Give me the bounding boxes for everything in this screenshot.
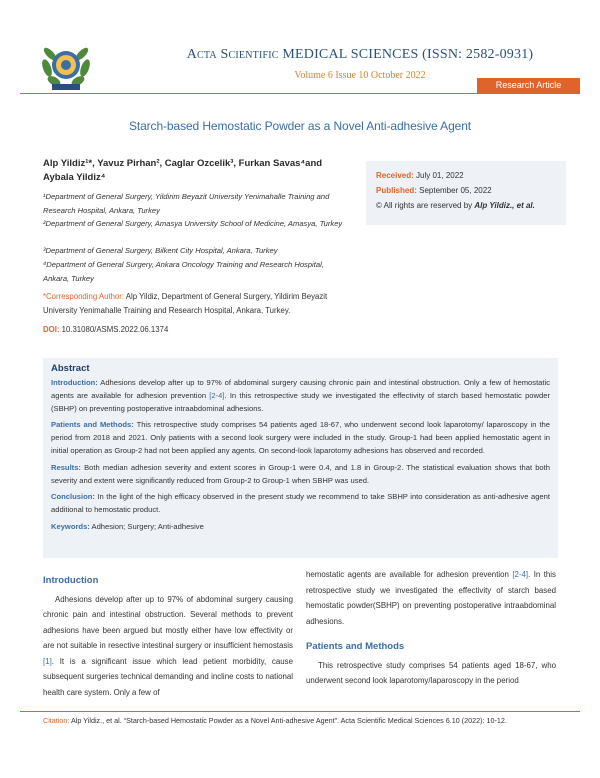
- keywords-text: Adhesion; Surgery; Anti-adhesive: [89, 521, 204, 531]
- journal-title-rest: MEDICAL SCIENCES (ISSN: 2582-0931): [278, 47, 534, 62]
- abstract-methods: [51, 419, 550, 457]
- corresponding-label: *Corresponding Author:: [43, 292, 125, 301]
- abstract-heading: Abstract: [51, 363, 90, 374]
- doi-label: DOI:: [43, 325, 60, 334]
- body-column-left: [43, 573, 293, 700]
- issue-info: Volume 6 Issue 10 October 2022: [294, 70, 426, 81]
- abstract-results: [51, 462, 550, 488]
- dates-box: [366, 161, 566, 225]
- header-divider: [20, 93, 580, 94]
- author-list: Alp Yildiz¹*, Yavuz Pirhan², Caglar Ozcelik³, Furkan Savas⁴and Aybala Yildiz⁴: [43, 158, 323, 183]
- footer-divider: [20, 711, 580, 712]
- intro-para-a: Adhesions develop after up to 97% of abdominal surgery causing chronic pain and intestinal obstruction. Several methods to prevent adhesions have been argued but mostly either have low effectivity or are not suitable in resective intestinal surgery or insufficient hemostasis: [43, 594, 293, 650]
- abstract-intro-text-a: Adhesions develop after up to 97% of abdominal surgery causing chronic pain and intestinal obstruction. Only a few of hemostatic agents are available for adhesion prevention: [51, 378, 550, 400]
- abstract-conclusion-text: In the light of the high efficacy observed in the present study we recommend to take SBHP into consideration as anti-adhesive agent additional to hemostatic product.: [51, 492, 550, 515]
- journal-title: [140, 47, 580, 63]
- published-date: [376, 183, 556, 198]
- abstract-keywords: [51, 521, 550, 534]
- abstract-results-label: Results:: [51, 462, 81, 472]
- received-label: Received:: [376, 171, 414, 180]
- abstract-conclusion-label: Conclusion:: [51, 492, 95, 502]
- corresponding-text: Alp Yildiz, Department of General Surgery, Yildirim Beyazit University Yenimahalle Training and Research Hospital, Ankara, Turkey.: [43, 292, 328, 315]
- rights-prefix: © All rights are reserved by: [376, 201, 475, 210]
- methods-paragraph: This retrospective study comprises 54 patients aged 18-67, who underwent second look laparotomy/laparoscopy in the period: [306, 660, 556, 685]
- affiliation-1: ¹Department of General Surgery, Yildirim Beyazit University Yenimahalle Training and Research Hospital, Ankara, Turkey: [43, 192, 330, 215]
- affiliation-3: ³Department of General Surgery, Bilkent City Hospital, Ankara, Turkey: [43, 246, 278, 255]
- abstract-introduction: [51, 377, 550, 415]
- abstract-methods-text: This retrospective study comprises 54 patients aged 18-67, who underwent second look laparotomy/ laparoscopy in the period from 2018 and 2021. Only patients with a second look surgery were included in the study. Group-1 had been applied hemostatic agent in initial operation as Group-2 had not been applied any agents. On second-look laparotomy adhesions has observed and recorded.: [51, 420, 550, 455]
- abstract-intro-text-b: . In this retrospective study we investigated the effectivity of starch based hemostatic powder (SBHP) on preventing postoperative intraabdominal adhesions.: [51, 390, 550, 413]
- doi: [43, 325, 168, 334]
- corresponding-author: [43, 290, 353, 317]
- affiliation-4: ⁴Department of General Surgery, Ankara Oncology Training and Research Hospital, Ankara, Turkey: [43, 260, 324, 283]
- journal-logo-icon: [38, 38, 94, 94]
- abstract-intro-ref[interactable]: [2-4]: [209, 390, 225, 400]
- published-value: September 05, 2022: [416, 186, 492, 195]
- body-column-right: [306, 567, 556, 689]
- intro-para-b: . It is a significant issue which lead petient morbidity, cause subsequent surgeries technical demanding and incline costs to national health care system. Only a few of: [43, 656, 293, 697]
- right-ref[interactable]: [2-4]: [512, 570, 529, 579]
- rights-notice: [376, 198, 556, 213]
- keywords-label: Keywords:: [51, 521, 90, 531]
- abstract-box: [43, 358, 558, 558]
- methods-heading: Patients and Methods: [306, 641, 405, 652]
- article-type-badge: Research Article: [477, 78, 580, 93]
- right-para-b: . In this retrospective study we investigated the effectivity of starch based hemostatic powder(SBHP) on preventing postoperative intraabdominal adhesions.: [306, 570, 556, 626]
- citation-label: Citation:: [43, 716, 70, 725]
- affiliation-2: ²Department of General Surgery, Amasya University School of Medicine, Amasya, Turkey: [43, 219, 343, 228]
- citation: [43, 716, 583, 725]
- abstract-conclusion: [51, 491, 550, 517]
- introduction-heading: Introduction: [43, 575, 99, 586]
- intro-ref-1[interactable]: [1]: [43, 656, 52, 666]
- intro-continuation: [306, 567, 556, 629]
- rights-author: Alp Yildiz., et al.: [474, 201, 535, 210]
- published-label: Published:: [376, 186, 417, 195]
- right-para-a: hemostatic agents are available for adhesion prevention: [306, 570, 513, 579]
- abstract-methods-label: Patients and Methods:: [51, 420, 134, 430]
- citation-text: Alp Yildiz., et al. “Starch-based Hemostatic Powder as a Novel Anti-adhesive Agent”. Acta Scientific Medical Sciences 6.10 (2022): 10-12.: [69, 716, 507, 725]
- received-value: July 01, 2022: [413, 171, 464, 180]
- introduction-paragraph: [43, 592, 293, 701]
- doi-link[interactable]: 10.31080/ASMS.2022.06.1374: [59, 325, 169, 334]
- journal-title-prefix: Acta Scientific: [186, 47, 279, 62]
- abstract-results-text: Both median adhesion severity and extent scores in Group-1 were 0.4, and 1.8 in Group-2. The statistical evaluation shows that both severity and extent were significantly reduced from Group-2 to Group-1 when SBHP was used.: [51, 462, 550, 485]
- received-date: [376, 168, 556, 183]
- article-title: Starch-based Hemostatic Powder as a Novel Anti-adhesive Agent: [128, 119, 472, 133]
- abstract-intro-label: Introduction:: [51, 378, 98, 387]
